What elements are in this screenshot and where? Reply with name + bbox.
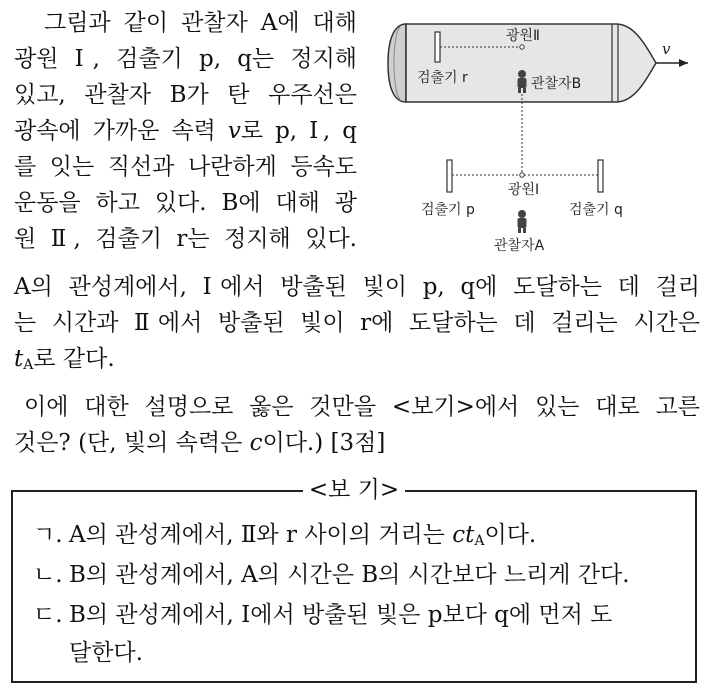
choice-digeut: ㄷ. B의 관성계에서, Ⅰ에서 방출된 빛은 p보다 q에 먼저 도: [33, 602, 613, 628]
problem-line-6: 운동을 하고 있다. B에 대해 광: [14, 190, 357, 216]
problem-line-4: 광속에 가까운 속력 v로 p, Ⅰ, q: [14, 118, 357, 144]
question-line-1: 이에 대한 설명으로 옳은 것만을 <보기>에서 있는 대로 고른: [24, 394, 700, 420]
problem-line-1: 그림과 같이 관찰자 A에 대해: [44, 10, 357, 36]
problem-line-10: $t_A$로 같다.: [14, 346, 115, 373]
light-source-2-label: 광원Ⅱ: [506, 28, 540, 44]
choice-digeut-continued: 달한다.: [69, 640, 143, 666]
detector-r-icon: [435, 32, 440, 62]
detector-q-label: 검출기 q: [569, 202, 623, 218]
problem-line-3: 있고, 관찰자 B가 탄 우주선은: [14, 82, 357, 108]
detector-p-icon: [447, 160, 452, 192]
choice-giyeok: ㄱ. A의 관성계에서, Ⅱ와 r 사이의 거리는 $ct_A$이다.: [33, 522, 537, 549]
problem-line-8: A의 관성계에서, Ⅰ에서 방출된 빛이 p, q에 도달하는 데 걸리: [14, 274, 700, 300]
velocity-arrow-icon: [679, 59, 688, 67]
problem-line-9: 는 시간과 Ⅱ에서 방출된 빛이 r에 도달하는 데 걸리는 시간은: [14, 310, 700, 336]
problem-line-2: 광원 Ⅰ, 검출기 p, q는 정지해: [14, 46, 357, 72]
light-source-2-icon: [520, 45, 524, 49]
problem-line-5: 를 잇는 직선과 나란하게 등속도: [14, 154, 357, 180]
choice-nieun: ㄴ. B의 관성계에서, A의 시간은 B의 시간보다 느리게 간다.: [33, 562, 630, 588]
observer-a-label: 관찰자A: [494, 238, 545, 254]
observer-a-icon: [518, 210, 527, 233]
spaceship-diagram: [366, 10, 700, 265]
choices-box: [11, 477, 697, 683]
problem-line-7: 원 Ⅱ, 검출기 r는 정지해 있다.: [14, 226, 357, 252]
observer-b-label: 관찰자B: [531, 76, 582, 92]
choices-title: <보 기>: [13, 475, 695, 505]
detector-r-label: 검출기 r: [417, 70, 468, 86]
detector-p-label: 검출기 p: [421, 202, 475, 218]
light-source-1-icon: [520, 173, 524, 177]
question-line-2: 것은? (단, 빛의 속력은 c이다.) [3점]: [14, 430, 386, 456]
light-source-1-label: 광원Ⅰ: [508, 182, 540, 198]
detector-q-icon: [598, 160, 603, 192]
velocity-label: v: [662, 40, 671, 58]
